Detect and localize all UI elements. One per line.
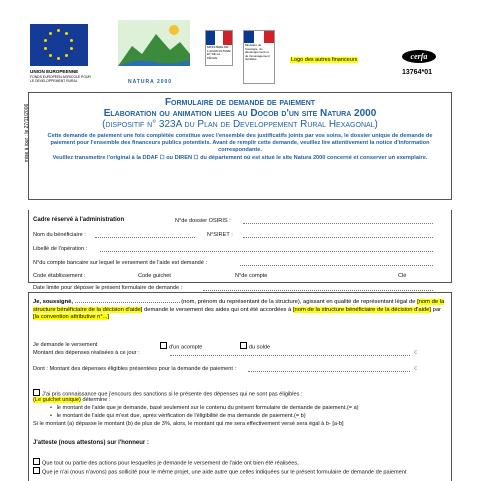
natura-2000-logo bbox=[118, 20, 190, 76]
deadline-section bbox=[28, 282, 450, 283]
form-dispositif: (dispositif n° 323A du Plan de Developpement Rural Hexagonal) bbox=[102, 119, 378, 130]
bullet-2-text: le montant de l'aide qui m'est due, après vérification de l'éligibilité de ma demande de paiement.(= b) bbox=[56, 413, 306, 419]
expenses-euro: € bbox=[414, 350, 418, 356]
osiris-field[interactable] bbox=[243, 217, 433, 224]
bullet-2: • le montant de l'aide qui m'est due, après vérification de l'éligibilité de ma demande de paiement.(= b) bbox=[50, 413, 306, 419]
request-text: demande le versement des aides qui ont été accordées à bbox=[144, 306, 292, 313]
account-label: N°du compte bancaire sur lequel le versement de l'aide est demandé : bbox=[33, 260, 208, 266]
admin-heading: Cadre réservé à l'administration bbox=[33, 217, 125, 223]
operation-field[interactable] bbox=[100, 245, 433, 252]
advance-label: d'un acompte bbox=[169, 344, 203, 351]
attest-1-text: Que tout ou partie des actions pour lesquelles je demande le versement de l'aide ont bien été réalisées, bbox=[42, 460, 299, 467]
key-label: Clé bbox=[398, 273, 407, 279]
attest-1[interactable] bbox=[33, 458, 299, 467]
undersigned-label: Je, soussigné, bbox=[33, 299, 73, 305]
form-subtitle: Elaboration ou animation liees au Docob d'un site Natura 2000 bbox=[103, 108, 377, 119]
eu-flag-logo bbox=[30, 24, 88, 66]
bullet-1-text: le montant de l'aide que je demande, basé seulement sur le contenu du présent formulaire de demande de paiement.(= a) bbox=[56, 405, 359, 411]
sanctions-checkbox[interactable] bbox=[33, 389, 40, 396]
ministry-ecology-logo bbox=[243, 30, 275, 84]
attest-2[interactable] bbox=[33, 467, 445, 477]
convention-number[interactable]: [la convention attributive n°...] bbox=[33, 314, 110, 321]
if-amount-text: Si le montant (a) dépasse le montant (b) de plus de 3%, alors, le montant qui me sera effectivement versé sera égal à b- [a-b] bbox=[33, 421, 344, 427]
bank-code-label: Code établissement : bbox=[33, 273, 86, 279]
branch-code-label: Code guichet bbox=[138, 273, 171, 279]
operation-label: Libellé de l'opération : bbox=[33, 246, 88, 252]
advance-checkbox[interactable] bbox=[160, 342, 167, 349]
expenses-amount-label: Montant des dépenses réalisées à ce jour : bbox=[33, 350, 140, 356]
attest-2-text: Que je n'ai (nous n'avons) pas sollicité pour le même projet, une aide autre que celles indiquées sur le présent formulaire de demande de paiement bbox=[42, 469, 407, 476]
siret-field[interactable] bbox=[243, 231, 433, 238]
beneficiary-field[interactable] bbox=[95, 231, 195, 238]
single-desk-label: (Le guichet unique) bbox=[33, 397, 81, 403]
ministry-agriculture-logo bbox=[205, 30, 233, 66]
expenses-amount-field[interactable] bbox=[170, 349, 410, 356]
siret-label: N°SIRET : bbox=[207, 232, 233, 238]
name-hint: (nom, prénom du représentant de la structure), agissant en qualité de représentant légal de bbox=[181, 299, 416, 305]
side-update-date: mise à jour : le 27/11/2006 bbox=[24, 103, 30, 163]
cerfa-logo: cerfa bbox=[402, 50, 436, 63]
eu-sub-label: FONDS EUROPEEN AGRICOLE POUR LE DEVELOPPEMENT RURAL bbox=[30, 75, 91, 83]
structure-name-2[interactable]: [nom de la structure bénéficiaire de la décision d'aide] bbox=[292, 306, 431, 313]
account-no-label: N°de compte bbox=[235, 273, 268, 279]
eligible-amount-label: Dont : Montant des dépenses éligibles présentées pour la demande de paiement : bbox=[33, 366, 237, 372]
form-title: Formulaire de demande de paiement bbox=[164, 97, 316, 108]
cerfa-number: 13764*01 bbox=[402, 69, 432, 76]
single-desk-line bbox=[33, 397, 110, 403]
undersigned-paragraph bbox=[33, 297, 445, 322]
form-notice: Cette demande de paiement une fois complétée constitue avec l'ensemble des justificatifs joints par vos soins, le dossier unique de demande de paiement pour l'ensemble des financeurs publics potentiels. Avant de remplir cette demande, veuillez lire attentivement la notice d'information correspondante. bbox=[47, 133, 433, 153]
sanctions-text: J'ai pris connaissance que j'encours des sanctions si le présente des dépenses qui ne sont pas éligibles : bbox=[42, 391, 303, 398]
eligible-euro: € bbox=[414, 366, 418, 372]
structure-name-1[interactable]: [nom de la structure bénéficiaire de la décision d'aide] bbox=[33, 299, 445, 313]
natura-label: NATURA 2000 bbox=[128, 79, 173, 85]
other-funders-label: Logo des autres financeurs bbox=[291, 57, 358, 63]
attest-heading: J'atteste (nous attestons) sur l'honneur : bbox=[33, 440, 149, 446]
ministry-agriculture-text: MINISTÈRE DE L'AGRICULTURE ET DE LA PÊCHE bbox=[207, 45, 231, 60]
form-transmit: Veuillez transmettre l'original à la DDAF ☐ ou DIREN ☐ du département où est situé le site Natura 2000 concerné et conserver un exemplaire. bbox=[52, 155, 428, 161]
determines-label: détermine : bbox=[82, 397, 111, 403]
attest-2-checkbox[interactable] bbox=[33, 467, 40, 474]
by-text: par bbox=[432, 306, 441, 313]
request-payment-label: Je demande le versement bbox=[33, 342, 98, 348]
deadline-label: Date limite pour déposer le présent formulaire de demande : bbox=[33, 285, 183, 291]
account-field[interactable] bbox=[240, 259, 433, 266]
bullet-1: • le montant de l'aide que je demande, basé seulement sur le contenu du présent formulaire de demande de paiement.(= a) bbox=[50, 405, 359, 411]
title-block bbox=[28, 92, 452, 200]
deadline-field[interactable] bbox=[203, 284, 433, 291]
balance-label: du solde bbox=[249, 344, 271, 351]
balance-checkbox[interactable] bbox=[240, 342, 247, 349]
eligible-amount-field[interactable] bbox=[248, 365, 410, 372]
ministry-ecology-text: Ministère de l'écologie, du développement et de l'aménagement durables bbox=[245, 43, 270, 62]
attest-1-checkbox[interactable] bbox=[33, 458, 40, 465]
eu-label: UNION EUROPEENNE bbox=[30, 69, 79, 74]
beneficiary-label: Nom du bénéficiaire : bbox=[33, 232, 86, 238]
osiris-label: N°de dossier OSIRIS : bbox=[175, 218, 231, 224]
undersigned-dots[interactable] bbox=[75, 297, 180, 303]
